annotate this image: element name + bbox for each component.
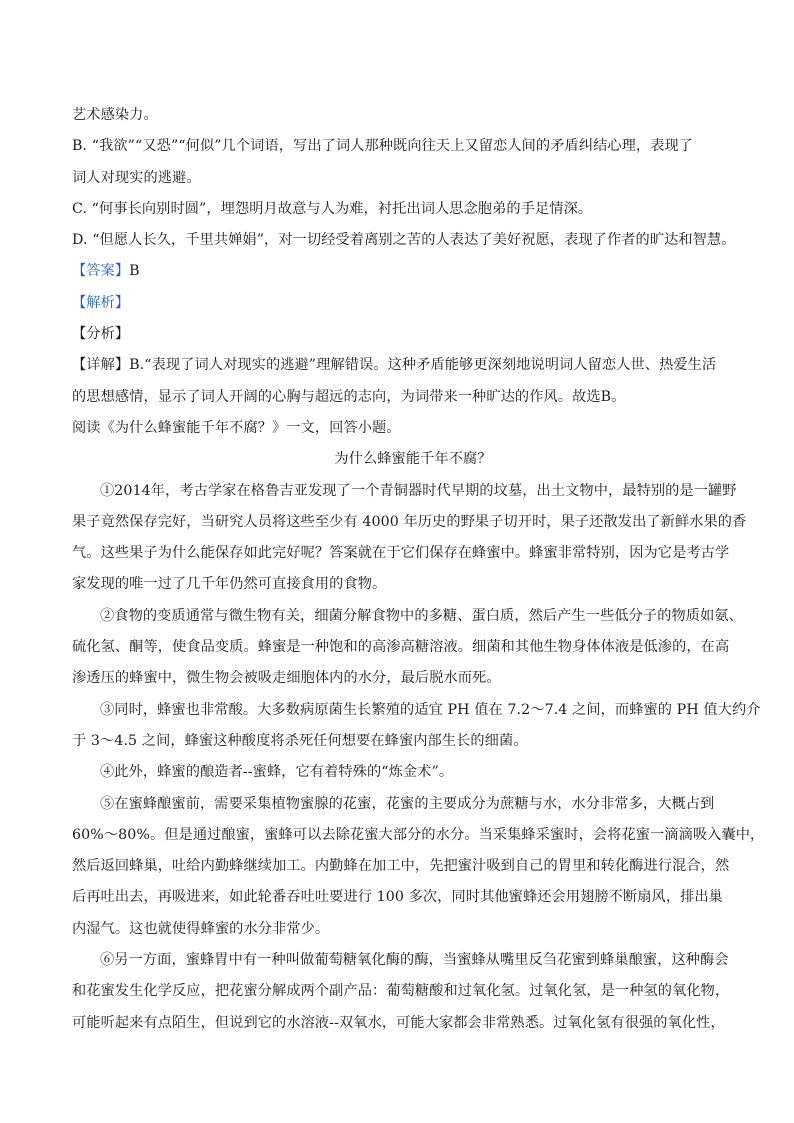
paragraph-4 <box>72 757 724 788</box>
paragraph-3 <box>72 695 761 758</box>
paragraph-line: 可能听起来有点陌生，但说到它的水溶液--双氧水，可能大家都会非常熟悉。过氧化氢有很强的氧化性， <box>72 1014 725 1031</box>
reading-prompt: 阅读《为什么蜂蜜能千年不腐？》一文，回答小题。 <box>72 419 401 436</box>
paragraph-line: 气。这些果子为什么能保存如此完好呢？答案就在于它们保存在蜂蜜中。蜂蜜非常特别，因为它是考古学 <box>72 545 730 562</box>
answer-line <box>72 256 724 287</box>
option-c: C. “何事长向别时圆”，埋怨明月故意与人为难，衬托出词人思念胞弟的手足情深。 <box>72 200 593 217</box>
answer-value: B <box>129 263 140 280</box>
analysis-line <box>72 288 724 319</box>
paragraph-line: 渗透压的蜂蜜中，微生物会被吸走细胞体内的水分，最后脱水而死。 <box>72 670 501 687</box>
detail-tag: 【详解】 <box>72 357 130 374</box>
detail-line2: 的思想感情，显示了词人开阔的心胸与超远的志向，为词带来一种旷达的作风。故选B。 <box>72 388 626 405</box>
paragraph-line: 和花蜜发生化学反应，把花蜜分解成两个副产品：葡萄糖酸和过氧化氢。过氧化氢，是一种氢的氧化物， <box>72 983 730 1000</box>
paragraph-line: ⑥另一方面，蜜蜂胃中有一种叫做葡萄糖氧化酶的酶，当蜜蜂从嘴里反刍花蜜到蜂巢酿蜜，这种酶会 <box>100 952 729 969</box>
detail-text-1: B.“表现了词人对现实的逃避”理解错误。这种矛盾能够更深刻地说明词人留恋人世、热爱生活 <box>129 357 717 374</box>
document-page <box>72 100 765 1039</box>
paragraph-6 <box>72 945 730 1039</box>
option-d: D. “但愿人长久，千里共婵娟”，对一切经受着离别之苦的人表达了美好祝愿，表现了作者的旷达和智慧。 <box>72 232 736 249</box>
paragraph-line: ②食物的变质通常与微生物有关，细菌分解食物中的多糖、蛋白质，然后产生一些低分子的物质如氨、 <box>100 607 743 624</box>
paragraph-line: 60%～80%。但是通过酿蜜，蜜蜂可以去除花蜜大部分的水分。当采集蜂采蜜时，会将花蜜一滴滴吸入囊中， <box>72 826 765 843</box>
paragraph-line: 家发现的唯一过了几千年仍然可直接食用的食物。 <box>72 576 387 593</box>
paragraph-line: 内湿气。这也就使得蜂蜜的水分非常少。 <box>72 920 330 937</box>
paragraph-5 <box>72 789 765 945</box>
fenxi-line <box>72 319 724 350</box>
paragraph-line: ⑤在蜜蜂酿蜜前，需要采集植物蜜腺的花蜜，花蜜的主要成分为蔗糖与水，水分非常多，大概占到 <box>100 795 715 812</box>
article-title: 为什么蜂蜜能千年不腐？ <box>334 451 492 468</box>
paragraph-line: 然后返回蜂巢，吐给内勤蜂继续加工。内勤蜂在加工中，先把蜜汁吸到自己的胃里和转化酶进行混合，然 <box>72 858 730 875</box>
detail-line1 <box>72 350 724 381</box>
paragraph-line: 果子竟然保存完好，当研究人员将这些至少有 4000 年历史的野果子切开时，果子还散发出了新鲜水果的香 <box>72 513 747 530</box>
fenxi-tag: 【分析】 <box>72 326 130 343</box>
paragraph-2 <box>72 601 743 695</box>
paragraph-line: 后再吐出去，再吸进来，如此轮番吞吐吐要进行 100 多次，同时其他蜜蜂还会用翅膀不断扇风，排出巢 <box>72 889 723 906</box>
paragraph-line: 于 3～4.5 之间，蜂蜜这种酸度将杀死任何想要在蜂蜜内部生长的细菌。 <box>72 732 528 749</box>
analysis-tag: 【解析】 <box>72 294 130 311</box>
answer-tag: 【答案】 <box>72 263 130 280</box>
paragraph-line: ③同时，蜂蜜也非常酸。大多数病原菌生长繁殖的适宜 PH 值在 7.2～7.4 之间，而蜂蜜的 PH 值大约介 <box>100 701 761 718</box>
option-b-line1: B. “我欲”“又恐”“何似”几个词语，写出了词人那种既向往天上又留恋人间的矛盾纠结心理，表现了 <box>72 138 694 155</box>
option-b-line2: 词人对现实的逃避。 <box>72 169 201 186</box>
prev-option-tail: 艺术感染力。 <box>72 107 158 123</box>
paragraph-line: ④此外，蜂蜜的酿造者--蜜蜂，它有着特殊的“炼金术”。 <box>100 764 454 781</box>
paragraph-line: 硫化氢、酮等，使食品变质。蜂蜜是一种饱和的高渗高糖溶液。细菌和其他生物身体体液是低渗的，在高 <box>72 639 730 656</box>
paragraph-1 <box>72 476 747 601</box>
paragraph-line: ①2014年，考古学家在格鲁吉亚发现了一个青铜器时代早期的坟墓，出土文物中，最特别的是一罐野 <box>100 482 737 499</box>
